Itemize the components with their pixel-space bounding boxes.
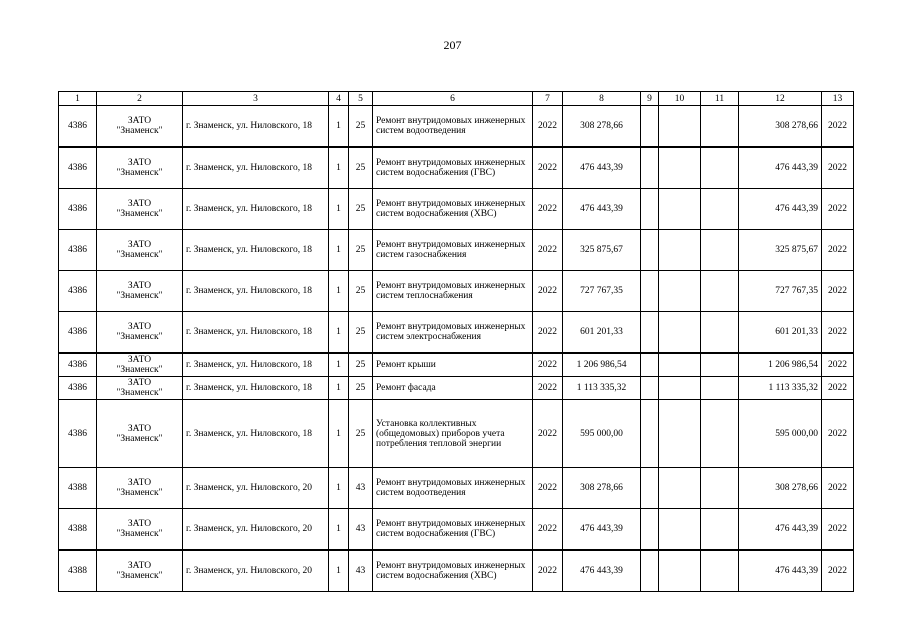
table-row (59, 509, 854, 551)
cell-col13: 2022 (822, 189, 854, 230)
cell-house-id: 4388 (59, 468, 97, 509)
cell-year: 2022 (533, 106, 563, 148)
works-table (58, 91, 854, 592)
municipality-type: ЗАТО (127, 478, 152, 488)
cell-col5: 25 (349, 147, 373, 189)
cell-col4: 1 (329, 377, 349, 400)
cell-work-type: Ремонт внутридомовых инженерных систем водоснабжения (ГВС) (373, 509, 533, 551)
cell-col4: 1 (329, 106, 349, 148)
cell-col13: 2022 (822, 147, 854, 189)
cell-house-id: 4386 (59, 400, 97, 468)
cell-col9 (641, 230, 659, 271)
municipality-name: "Знаменск" (116, 250, 163, 260)
cell-col10 (659, 189, 701, 230)
municipality-type: ЗАТО (127, 116, 152, 126)
cell-house-id: 4388 (59, 550, 97, 592)
cell-col4: 1 (329, 509, 349, 551)
table-row (59, 147, 854, 189)
cell-address: г. Знаменск, ул. Ниловского, 18 (183, 377, 329, 400)
cell-house-id: 4386 (59, 377, 97, 400)
cell-work-type: Ремонт внутридомовых инженерных систем водоснабжения (ХВС) (373, 189, 533, 230)
cell-house-id: 4386 (59, 230, 97, 271)
cell-col5: 25 (349, 230, 373, 271)
cell-year: 2022 (533, 550, 563, 592)
cell-work-type: Ремонт крыши (373, 353, 533, 377)
cell-col12: 308 278,66 (739, 106, 822, 148)
cell-work-type: Ремонт внутридомовых инженерных систем газоснабжения (373, 230, 533, 271)
municipality-name: "Знаменск" (116, 126, 163, 136)
table-row (59, 106, 854, 148)
cell-col5: 25 (349, 377, 373, 400)
column-header: 5 (349, 92, 373, 106)
cell-col5: 43 (349, 509, 373, 551)
cell-col11 (701, 377, 739, 400)
cell-col4: 1 (329, 230, 349, 271)
cell-cost: 1 206 986,54 (563, 353, 641, 377)
cell-col11 (701, 468, 739, 509)
cell-municipality (97, 353, 183, 377)
cell-col5: 43 (349, 550, 373, 592)
cell-col10 (659, 230, 701, 271)
cell-col10 (659, 353, 701, 377)
cell-cost: 595 000,00 (563, 400, 641, 468)
cell-col4: 1 (329, 189, 349, 230)
municipality-name: "Знаменск" (116, 332, 163, 342)
cell-col13: 2022 (822, 550, 854, 592)
cell-col13: 2022 (822, 230, 854, 271)
table-row (59, 468, 854, 509)
cell-col12: 476 443,39 (739, 509, 822, 551)
municipality-name: "Знаменск" (116, 388, 163, 398)
cell-cost: 1 113 335,32 (563, 377, 641, 400)
cell-col9 (641, 509, 659, 551)
table-row (59, 189, 854, 230)
cell-col12: 476 443,39 (739, 189, 822, 230)
cell-col12: 727 767,35 (739, 271, 822, 312)
cell-cost: 727 767,35 (563, 271, 641, 312)
cell-col9 (641, 377, 659, 400)
municipality-name: "Знаменск" (116, 529, 163, 539)
table-body (59, 106, 854, 592)
cell-col11 (701, 230, 739, 271)
municipality-name: "Знаменск" (116, 291, 163, 301)
municipality-type: ЗАТО (127, 519, 152, 529)
column-header: 8 (563, 92, 641, 106)
column-header: 3 (183, 92, 329, 106)
cell-address: г. Знаменск, ул. Ниловского, 18 (183, 400, 329, 468)
cell-col13: 2022 (822, 271, 854, 312)
cell-year: 2022 (533, 189, 563, 230)
cell-col13: 2022 (822, 353, 854, 377)
cell-municipality (97, 106, 183, 148)
cell-col5: 43 (349, 468, 373, 509)
cell-work-type: Ремонт внутридомовых инженерных систем электроснабжения (373, 312, 533, 354)
municipality-name: "Знаменск" (116, 365, 163, 375)
cell-col4: 1 (329, 550, 349, 592)
table-row (59, 550, 854, 592)
cell-col13: 2022 (822, 377, 854, 400)
cell-address: г. Знаменск, ул. Ниловского, 18 (183, 271, 329, 312)
municipality-type: ЗАТО (127, 561, 152, 571)
cell-col9 (641, 468, 659, 509)
table-row (59, 271, 854, 312)
cell-col12: 476 443,39 (739, 550, 822, 592)
cell-cost: 476 443,39 (563, 509, 641, 551)
cell-year: 2022 (533, 468, 563, 509)
column-header: 11 (701, 92, 739, 106)
cell-municipality (97, 312, 183, 354)
cell-col13: 2022 (822, 509, 854, 551)
cell-col13: 2022 (822, 468, 854, 509)
municipality-type: ЗАТО (127, 423, 152, 434)
cell-col10 (659, 509, 701, 551)
cell-cost: 601 201,33 (563, 312, 641, 354)
cell-col9 (641, 353, 659, 377)
cell-address: г. Знаменск, ул. Ниловского, 18 (183, 189, 329, 230)
cell-address: г. Знаменск, ул. Ниловского, 18 (183, 230, 329, 271)
cell-col4: 1 (329, 312, 349, 354)
column-header: 4 (329, 92, 349, 106)
cell-col11 (701, 271, 739, 312)
cell-year: 2022 (533, 400, 563, 468)
cell-col11 (701, 189, 739, 230)
cell-address: г. Знаменск, ул. Ниловского, 20 (183, 468, 329, 509)
cell-col9 (641, 189, 659, 230)
cell-col10 (659, 147, 701, 189)
cell-municipality (97, 377, 183, 400)
cell-col9 (641, 106, 659, 148)
cell-col12: 1 206 986,54 (739, 353, 822, 377)
cell-cost: 308 278,66 (563, 468, 641, 509)
municipality-name: "Знаменск" (116, 168, 163, 178)
cell-address: г. Знаменск, ул. Ниловского, 18 (183, 147, 329, 189)
municipality-type: ЗАТО (127, 199, 152, 209)
cell-house-id: 4386 (59, 312, 97, 354)
cell-col12: 476 443,39 (739, 147, 822, 189)
cell-year: 2022 (533, 147, 563, 189)
cell-year: 2022 (533, 377, 563, 400)
municipality-type: ЗАТО (127, 355, 152, 365)
municipality-name: "Знаменск" (116, 209, 163, 219)
municipality-name: "Знаменск" (116, 433, 163, 444)
cell-municipality (97, 468, 183, 509)
cell-address: г. Знаменск, ул. Ниловского, 18 (183, 106, 329, 148)
cell-col13: 2022 (822, 312, 854, 354)
column-header: 7 (533, 92, 563, 106)
cell-col5: 25 (349, 312, 373, 354)
cell-work-type: Ремонт внутридомовых инженерных систем теплоснабжения (373, 271, 533, 312)
cell-year: 2022 (533, 271, 563, 312)
cell-year: 2022 (533, 353, 563, 377)
cell-address: г. Знаменск, ул. Ниловского, 20 (183, 550, 329, 592)
cell-col9 (641, 147, 659, 189)
cell-year: 2022 (533, 230, 563, 271)
cell-address: г. Знаменск, ул. Ниловского, 18 (183, 312, 329, 354)
cell-work-type: Ремонт внутридомовых инженерных систем водоснабжения (ХВС) (373, 550, 533, 592)
cell-col5: 25 (349, 189, 373, 230)
cell-col10 (659, 271, 701, 312)
cell-work-type: Ремонт внутридомовых инженерных систем водоснабжения (ГВС) (373, 147, 533, 189)
cell-col11 (701, 400, 739, 468)
cell-col9 (641, 550, 659, 592)
cell-col5: 25 (349, 353, 373, 377)
cell-year: 2022 (533, 312, 563, 354)
cell-col11 (701, 353, 739, 377)
cell-col10 (659, 312, 701, 354)
municipality-type: ЗАТО (127, 322, 152, 332)
cell-col4: 1 (329, 400, 349, 468)
column-header: 13 (822, 92, 854, 106)
cell-municipality (97, 147, 183, 189)
cell-municipality (97, 550, 183, 592)
cell-cost: 476 443,39 (563, 189, 641, 230)
table-row (59, 353, 854, 377)
column-header: 12 (739, 92, 822, 106)
municipality-name: "Знаменск" (116, 571, 163, 581)
column-header: 1 (59, 92, 97, 106)
cell-cost: 308 278,66 (563, 106, 641, 148)
cell-col11 (701, 509, 739, 551)
cell-col12: 1 113 335,32 (739, 377, 822, 400)
cell-col4: 1 (329, 147, 349, 189)
cell-municipality (97, 400, 183, 468)
column-header: 2 (97, 92, 183, 106)
cell-house-id: 4386 (59, 147, 97, 189)
cell-col10 (659, 106, 701, 148)
cell-col9 (641, 271, 659, 312)
cell-col10 (659, 377, 701, 400)
cell-col9 (641, 312, 659, 354)
table-row (59, 400, 854, 468)
cell-address: г. Знаменск, ул. Ниловского, 20 (183, 509, 329, 551)
cell-col12: 595 000,00 (739, 400, 822, 468)
table-row (59, 230, 854, 271)
cell-cost: 476 443,39 (563, 147, 641, 189)
cell-col5: 25 (349, 106, 373, 148)
cell-col13: 2022 (822, 106, 854, 148)
table-row (59, 377, 854, 400)
column-header: 10 (659, 92, 701, 106)
cell-house-id: 4386 (59, 271, 97, 312)
page-number: 207 (443, 38, 462, 52)
cell-col11 (701, 312, 739, 354)
cell-cost: 325 875,67 (563, 230, 641, 271)
cell-work-type: Ремонт внутридомовых инженерных систем водоотведения (373, 106, 533, 148)
cell-col4: 1 (329, 468, 349, 509)
municipality-type: ЗАТО (127, 281, 152, 291)
cell-col11 (701, 147, 739, 189)
cell-house-id: 4386 (59, 106, 97, 148)
cell-year: 2022 (533, 509, 563, 551)
header-row (59, 92, 854, 106)
cell-work-type: Ремонт фасада (373, 377, 533, 400)
cell-address: г. Знаменск, ул. Ниловского, 18 (183, 353, 329, 377)
cell-municipality (97, 189, 183, 230)
municipality-type: ЗАТО (127, 240, 152, 250)
cell-col12: 601 201,33 (739, 312, 822, 354)
municipality-type: ЗАТО (127, 158, 152, 168)
table-row (59, 312, 854, 354)
cell-col11 (701, 106, 739, 148)
cell-house-id: 4386 (59, 353, 97, 377)
cell-col10 (659, 550, 701, 592)
cell-col13: 2022 (822, 400, 854, 468)
column-header: 9 (641, 92, 659, 106)
column-header: 6 (373, 92, 533, 106)
cell-cost: 476 443,39 (563, 550, 641, 592)
cell-col12: 308 278,66 (739, 468, 822, 509)
cell-municipality (97, 509, 183, 551)
cell-house-id: 4386 (59, 189, 97, 230)
cell-work-type: Ремонт внутридомовых инженерных систем водоотведения (373, 468, 533, 509)
cell-municipality (97, 230, 183, 271)
cell-col5: 25 (349, 271, 373, 312)
municipality-name: "Знаменск" (116, 488, 163, 498)
cell-col10 (659, 468, 701, 509)
municipality-type: ЗАТО (127, 378, 152, 388)
cell-municipality (97, 271, 183, 312)
cell-col11 (701, 550, 739, 592)
cell-col12: 325 875,67 (739, 230, 822, 271)
cell-col4: 1 (329, 353, 349, 377)
cell-work-type: Установка коллективных (общедомовых) приборов учета потребления тепловой энергии (373, 400, 533, 468)
cell-house-id: 4388 (59, 509, 97, 551)
cell-col5: 25 (349, 400, 373, 468)
cell-col4: 1 (329, 271, 349, 312)
cell-col9 (641, 400, 659, 468)
cell-col10 (659, 400, 701, 468)
